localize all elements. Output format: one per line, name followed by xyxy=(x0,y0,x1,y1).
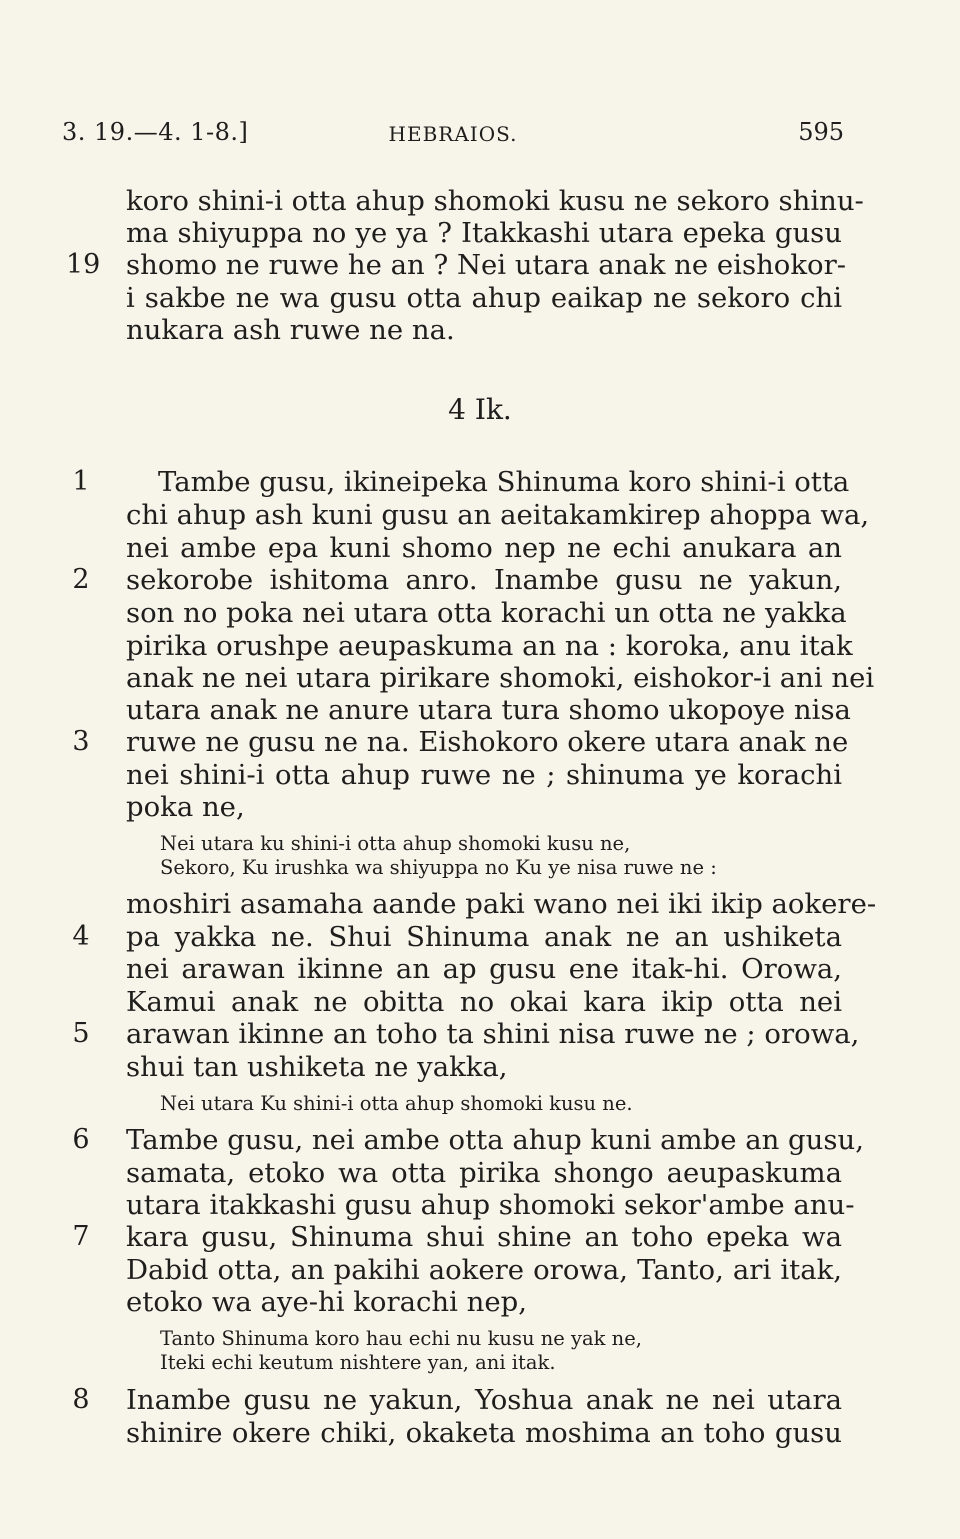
chapter-verse-range: 3. 19.—4. 1-8.] xyxy=(62,118,249,146)
chapter-heading: 4 Ik. xyxy=(448,393,512,426)
text-line: shomo ne ruwe he an ? Nei utara anak ne eishokor- xyxy=(126,249,847,281)
text-line: shui tan ushiketa ne yakka, xyxy=(126,1051,508,1083)
text-line: Kamui anak ne obitta no okai kara ikip otta nei xyxy=(126,986,842,1018)
text-line: etoko wa aye-hi korachi nep, xyxy=(126,1286,528,1318)
verse-number: 3 xyxy=(72,726,90,757)
text-line: ruwe ne gusu ne na. Eishokoro okere utara anak ne xyxy=(126,726,849,758)
header-bar xyxy=(62,118,844,152)
text-line: nei shini-i otta ahup ruwe ne ; shinuma ye korachi xyxy=(126,759,842,791)
text-line: koro shini-i otta ahup shomoki kusu ne sekoro shinu- xyxy=(126,185,864,217)
text-line: Tambe gusu, ikineipeka Shinuma koro shini-i otta xyxy=(158,466,850,498)
book-title: HEBRAIOS. xyxy=(388,122,518,146)
verse-number: 19 xyxy=(66,249,101,280)
text-line: nukara ash ruwe ne na. xyxy=(126,314,455,346)
text-line: poka ne, xyxy=(126,791,245,823)
verse-number: 6 xyxy=(72,1124,90,1155)
verse-number: 4 xyxy=(72,921,90,952)
text-line: utara itakkashi gusu ahup shomoki sekor'ambe anu- xyxy=(126,1189,855,1221)
text-line: samata, etoko wa otta pirika shongo aeupaskuma xyxy=(126,1157,842,1189)
text-line: chi ahup ash kuni gusu an aeitakamkirep ahoppa wa, xyxy=(126,499,870,531)
text-line: utara anak ne anure utara tura shomo ukopoye nisa xyxy=(126,694,851,726)
text-line: nei ambe epa kuni shomo nep ne echi anukara an xyxy=(126,532,842,564)
text-line: arawan ikinne an toho ta shini nisa ruwe ne ; orowa, xyxy=(126,1018,860,1050)
text-line: i sakbe ne wa gusu otta ahup eaikap ne sekoro chi xyxy=(126,282,842,314)
text-line: pirika orushpe aeupaskuma an na : koroka, anu itak xyxy=(126,630,853,662)
verse-number: 1 xyxy=(72,466,90,497)
quotation-line: Nei utara ku shini-i otta ahup shomoki kusu ne, xyxy=(160,832,631,855)
text-line: son no poka nei utara otta korachi un otta ne yakka xyxy=(126,597,847,629)
text-line: shinire okere chiki, okaketa moshima an toho gusu xyxy=(126,1417,842,1449)
text-line: Tambe gusu, nei ambe otta ahup kuni ambe an gusu, xyxy=(126,1124,864,1156)
text-line: moshiri asamaha aande paki wano nei iki ikip aokere- xyxy=(126,888,877,920)
text-line: sekorobe ishitoma anro. Inambe gusu ne yakun, xyxy=(126,564,842,596)
verse-number: 2 xyxy=(72,564,90,595)
text-line: anak ne nei utara pirikare shomoki, eishokor-i ani nei xyxy=(126,662,875,694)
text-line: nei arawan ikinne an ap gusu ene itak-hi. Orowa, xyxy=(126,953,842,985)
text-line: pa yakka ne. Shui Shinuma anak ne an ushiketa xyxy=(126,921,842,953)
verse-number: 7 xyxy=(72,1221,90,1252)
text-line: Dabid otta, an pakihi aokere orowa, Tanto, ari itak, xyxy=(126,1254,842,1286)
quotation-line: Sekoro, Ku irushka wa shiyuppa no Ku ye nisa ruwe ne : xyxy=(160,856,717,879)
quotation-line: Iteki echi keutum nishtere yan, ani itak. xyxy=(160,1351,556,1374)
text-line: Inambe gusu ne yakun, Yoshua anak ne nei utara xyxy=(126,1384,842,1416)
verse-number: 8 xyxy=(72,1384,90,1415)
text-line: ma shiyuppa no ye ya ? Itakkashi utara epeka gusu xyxy=(126,217,842,249)
text-line: kara gusu, Shinuma shui shine an toho epeka wa xyxy=(126,1221,842,1253)
verse-number: 5 xyxy=(72,1018,90,1049)
page-number: 595 xyxy=(798,118,844,146)
quotation-line: Tanto Shinuma koro hau echi nu kusu ne yak ne, xyxy=(160,1327,642,1350)
quotation-line: Nei utara Ku shini-i otta ahup shomoki kusu ne. xyxy=(160,1092,633,1115)
